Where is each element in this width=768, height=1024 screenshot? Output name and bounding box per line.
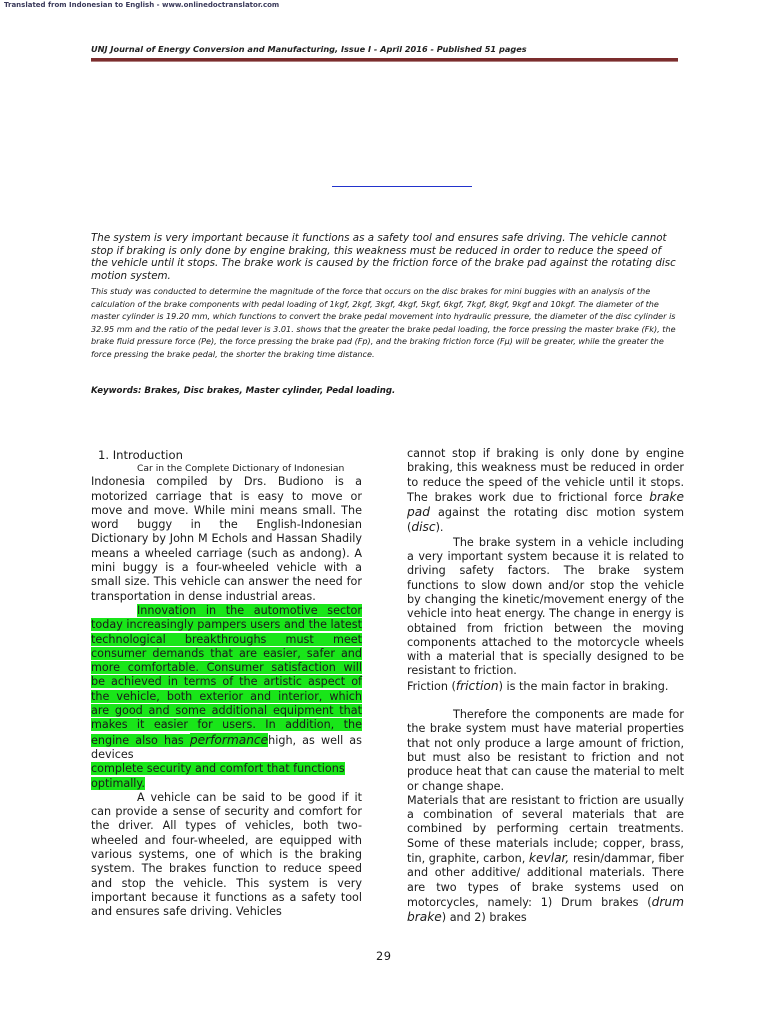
left-column (91, 448, 362, 920)
intro-first-line: Car in the Complete Dictionary of Indonesian (137, 463, 345, 475)
page-number: 29 (376, 949, 392, 963)
drum-brake-term: drum brake (407, 894, 684, 925)
friction-text-a: Friction ( (407, 679, 456, 693)
materials-text-c: ) and 2) brakes (441, 911, 527, 925)
braking-text-b: against the rotating disc motion system ( (407, 506, 684, 535)
friction-line (407, 679, 684, 694)
abstract-lead: The system is very important because it functions as a safety tool and ensures safe driving. The vehicle cannot stop if braking is only done by engine braking, this weakness must be reduced in order to reduce the speed of the vehicle until it stops. The brake work is caused by the friction force of the brake pad against the rotating disc motion system. (91, 232, 676, 282)
highlight-text-c: complete security and comfort that functions optimally. (91, 762, 345, 790)
materials-paragraph (407, 794, 684, 926)
section-heading: 1. Introduction (98, 448, 183, 462)
intro-paragraph: Indonesia compiled by Drs. Budiono is a motorized carriage that is easy to move or move and move. While mini means small. The word buggy in the English-Indonesian Dictionary by John M Echols and Hassan Shadily means a wheeled carriage (such as andong). A mini buggy is a four-wheeled vehicle with a small size. This vehicle can answer the need for transportation in dense industrial areas. (91, 475, 362, 603)
highlight-performance: performance (189, 732, 269, 747)
translation-notice: Translated from Indonesian to English - www.onlinedoctranslator.com (4, 1, 280, 9)
disc-term: disc (411, 520, 436, 535)
paragraph-gap (407, 694, 684, 708)
highlight-text-b: high, as well as devices (91, 733, 362, 761)
friction-term: friction (455, 678, 499, 693)
components-paragraph: Therefore the components are made for the brake system must have material properties that not only produce a large amount of friction, but must also be resistant to friction and not produce heat that can cause the material to melt or change shape. (407, 708, 684, 793)
brake-pad-term: brake pad (407, 489, 684, 520)
kevlar-term: kevlar, (528, 851, 570, 866)
header-rule (91, 58, 678, 62)
keywords: Keywords: Brakes, Disc brakes, Master cylinder, Pedal loading. (91, 386, 396, 396)
right-column (407, 447, 684, 926)
highlight-text-a: Innovation in the automotive sector today increasingly pampers users and the latest technological breakthroughs must meet consumer demands that are easier, safer and more comfortable. Consumer satisfaction will be achieved in terms of the artistic aspect of the vehicle, both exterior and interior, which are good and some additional equipment that makes it easier for users. In addition, the engine also has (91, 603, 362, 747)
materials-text-b: resin/dammar, fiber and other additive/ additional materials. There are two types of brake systems used on motorcycles, namely: 1) Drum brakes ( (407, 852, 684, 909)
journal-header: UNJ Journal of Energy Conversion and Manufacturing, Issue I - April 2016 - Published 51 pages (91, 44, 527, 54)
friction-text-b: ) is the main factor in braking. (498, 679, 669, 693)
highlighted-paragraph (91, 604, 362, 762)
braking-text-c: ). (435, 521, 444, 535)
abstract-body: This study was conducted to determine the magnitude of the force that occurs on the disc brakes for mini buggies with an analysis of the calculation of the brake components with pedal loading of 1kgf, 2kgf, 3kgf, 4kgf, 5kgf, 6kgf, 7kgf, 8kgf, 9kgf and 10kgf. The diameter of the master cylinder is 19.20 mm, which functions to convert the brake pedal movement into hydraulic pressure, the diameter of the disc cylinder is 32.95 mm and the ratio of the pedal lever is 3.01. shows that the greater the brake pedal loading, the force pressing the master brake (Fk), the brake fluid pressure force (Pe), the force pressing the brake pad (Fp), and the braking friction force (Fμ) will be greater, while the greater the force pressing the brake pedal, the shorter the braking time distance. (91, 286, 676, 359)
vehicle-paragraph: A vehicle can be said to be good if it can provide a sense of security and comfort for the driver. All types of vehicles, both two-wheeled and four-wheeled, are equipped with various systems, one of which is the braking system. The brakes function to reduce speed and stop the vehicle. This system is very important because it functions as a safety tool and ensures safe driving. Vehicles (91, 790, 362, 919)
braking-paragraph (407, 447, 684, 536)
materials-text-a: Materials that are resistant to friction are usually a combination of several materials that are combined by performing certain treatments. Some of these materials include; copper, brass, tin, graphite, carbon, (407, 793, 684, 866)
hyperlink-underline[interactable] (332, 186, 472, 187)
braking-text-a: cannot stop if braking is only done by engine braking, this weakness must be reduced in order to reduce the speed of the vehicle until it stops. The brakes work due to frictional force (407, 447, 684, 504)
highlighted-continuation (91, 762, 362, 791)
brake-system-paragraph: The brake system in a vehicle including a very important system because it is related to driving safety factors. The brake system functions to slow down and/or stop the vehicle by changing the kinetic/movement energy of the vehicle into heat energy. The change in energy is obtained from friction between the moving components attached to the motorcycle wheels with a material that is specially designed to be resistant to friction. (407, 535, 684, 678)
